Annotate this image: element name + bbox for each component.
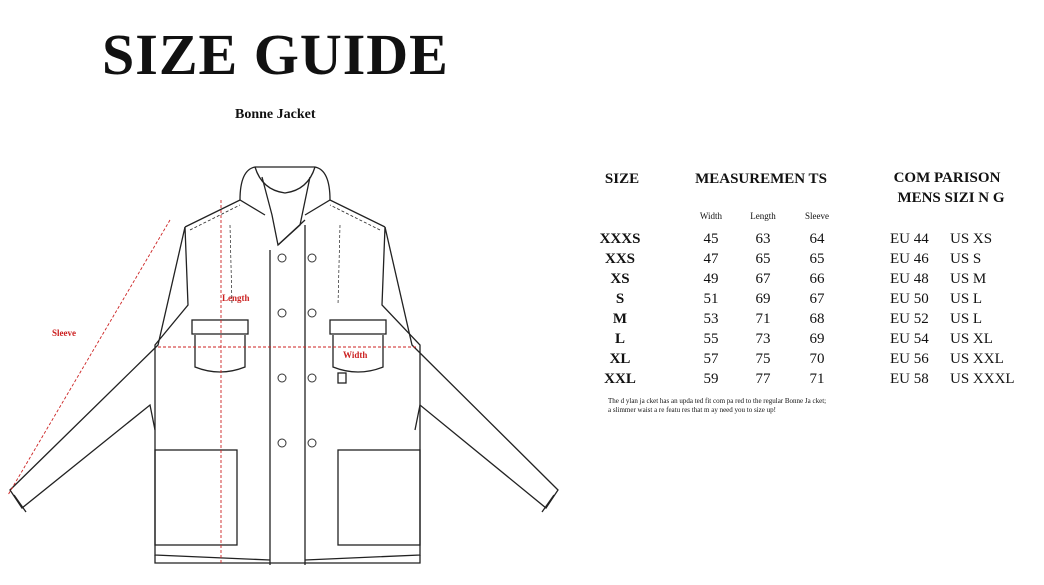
eu-size-cell: EU 56	[890, 351, 929, 367]
us-size-cell: US XL	[950, 331, 993, 347]
eu-size-cell: EU 48	[890, 271, 929, 287]
us-size-cell: US S	[950, 251, 982, 267]
jacket-diagram	[0, 155, 560, 580]
product-name: Bonne Jacket	[235, 107, 316, 122]
us-size-cell: US XXXL	[950, 371, 1015, 387]
eu-size-cell: EU 50	[890, 291, 929, 307]
width-cell: 57	[703, 351, 719, 367]
length-cell: 67	[755, 271, 771, 287]
fit-note-line1: The d ylan ja cket has an upda ted fit com pa red to the regular Bonne Ja cket;	[608, 397, 827, 405]
sleeve-cell: 67	[809, 291, 825, 307]
width-cell: 53	[703, 311, 719, 327]
width-cell: 55	[703, 331, 719, 347]
sleeve-cell: 66	[809, 271, 825, 287]
length-cell: 71	[755, 311, 771, 327]
comparison-header-line1: COM PARISON	[893, 170, 1001, 186]
sleeve-label: Sleeve	[52, 328, 76, 338]
us-size-cell: US L	[950, 311, 983, 327]
length-subheader: Length	[750, 211, 776, 221]
sleeve-cell: 68	[809, 311, 825, 327]
length-cell: 65	[755, 251, 771, 267]
size-cell: XXXS	[599, 231, 641, 247]
width-cell: 51	[703, 291, 719, 307]
length-cell: 69	[755, 291, 771, 307]
size-header: SIZE	[604, 171, 640, 187]
size-cell: XS	[610, 271, 630, 287]
measurements-header: MEASUREMEN TS	[695, 171, 827, 187]
fit-note	[608, 397, 868, 415]
sleeve-cell: 70	[809, 351, 825, 367]
size-cell: XXL	[604, 371, 636, 387]
us-size-cell: US XS	[950, 231, 993, 247]
eu-size-cell: EU 44	[890, 231, 929, 247]
size-cell: XXS	[604, 251, 635, 267]
us-size-cell: US XXL	[950, 351, 1004, 367]
eu-size-cell: EU 46	[890, 251, 929, 267]
us-size-cell: US L	[950, 291, 983, 307]
size-cell: M	[612, 311, 628, 327]
width-cell: 45	[703, 231, 719, 247]
fit-note-line2: a slimmer waist a re featu res that m ay need you to size up!	[608, 406, 776, 414]
eu-size-cell: EU 52	[890, 311, 929, 327]
width-cell: 47	[703, 251, 719, 267]
width-label: Width	[343, 350, 368, 360]
width-cell: 59	[703, 371, 719, 387]
sleeve-subheader: Sleeve	[805, 211, 829, 221]
size-cell: S	[615, 291, 625, 307]
size-cell: L	[614, 331, 625, 347]
width-subheader: Width	[699, 211, 723, 221]
length-cell: 75	[755, 351, 771, 367]
eu-size-cell: EU 54	[890, 331, 929, 347]
sleeve-cell: 71	[809, 371, 825, 387]
us-size-cell: US M	[950, 271, 987, 287]
width-cell: 49	[703, 271, 719, 287]
length-cell: 63	[755, 231, 771, 247]
eu-size-cell: EU 58	[890, 371, 929, 387]
size-cell: XL	[609, 351, 631, 367]
comparison-header-line2: MENS SIZI N G	[897, 190, 1005, 206]
sleeve-cell: 65	[809, 251, 825, 267]
length-cell: 73	[755, 331, 771, 347]
page-title: SIZE GUIDE	[102, 22, 449, 87]
sleeve-cell: 64	[809, 231, 825, 247]
length-label: Length	[222, 293, 250, 303]
length-cell: 77	[755, 371, 771, 387]
sleeve-cell: 69	[809, 331, 825, 347]
